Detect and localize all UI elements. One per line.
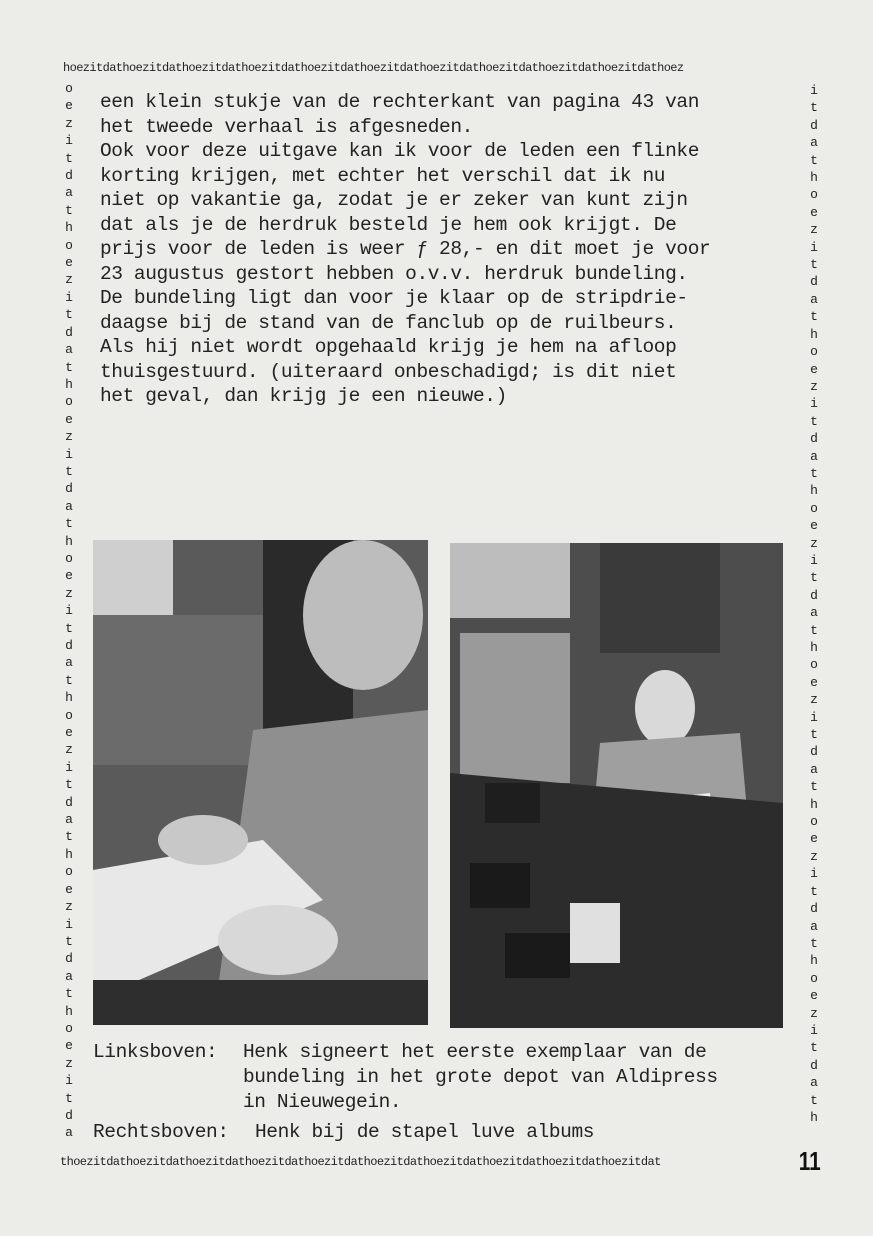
article-body: een klein stukje van de rechterkant van pagina 43 van het tweede verhaal is afgesneden. Ook voor deze uitgave kan ik voor de leden een flinke korting krijgen, met echter het verschil dat ik nu niet op vakantie ga, zodat je er zeker van kunt zijn dat als je de herdruk besteld je hem ook krijgt. De prijs voor de leden is weer ƒ 28,- en dit moet je voor 23 augustus gestort hebben o.v.v. herdruk bundeling. De bundeling ligt dan voor je klaar op de stripdrie- daagse bij de stand van de fanclub op de ruilbeurs. Als hij niet wordt opgehaald krijg je hem na afloop thuisgestuurd. (uiteraard onbeschadigd; is dit niet het geval, dan krijg je een nieuwe.) xyxy=(100,91,711,407)
photo-signing xyxy=(93,540,428,1025)
photo-albums-stack xyxy=(450,543,783,1028)
caption-left-label: Linksboven: xyxy=(93,1041,218,1063)
border-text-top: hoezitdathoezitdathoezitdathoezitdathoezitdathoezitdathoezitdathoezitdathoezitdathoezitdathoez xyxy=(63,61,684,75)
caption-left-text: Henk signeert het eerste exemplaar van de bundeling in het grote depot van Aldipress in Nieuwegein. xyxy=(243,1041,718,1113)
border-text-right: itdathoezitdathoezitdathoezitdathoezitdathoezitdathoezitdath xyxy=(810,83,818,1125)
page-number: 11 xyxy=(798,1146,821,1176)
caption-right-label: Rechtsboven: xyxy=(93,1121,229,1143)
caption-right-text: Henk bij de stapel luve albums xyxy=(255,1121,595,1143)
border-text-left: oezitdathoezitdathoezitdathoezitdathoezitdathoezitdathoezitda xyxy=(65,81,73,1141)
border-text-bottom: thoezitdathoezitdathoezitdathoezitdathoezitdathoezitdathoezitdathoezitdathoezitdathoezitdat xyxy=(60,1155,661,1169)
